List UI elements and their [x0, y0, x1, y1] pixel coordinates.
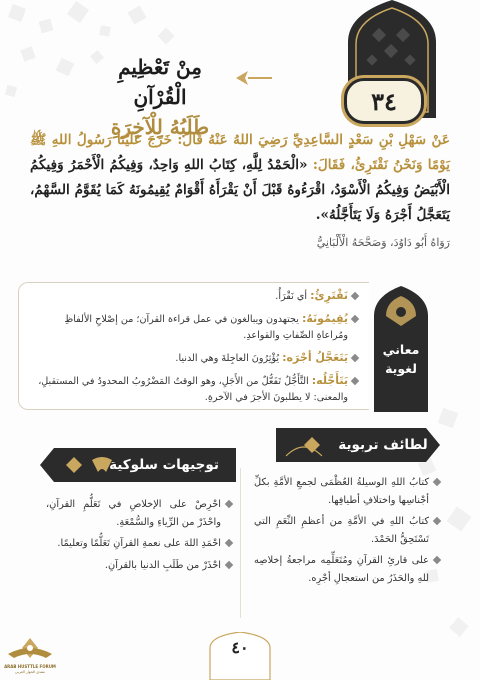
guidance-title: توجيهات سلوكية: [109, 457, 219, 473]
vocab-term: يَتَأَجَّلُه:: [311, 374, 348, 387]
subtleties-list: [254, 474, 440, 591]
diamond-bullet-icon: [433, 556, 441, 564]
vocab-list: [30, 288, 358, 412]
guidance-item-text: احْرِصْ على الإخلاصِ في تَعَلُّمِ القرآنِ، واحْذَرْ من الرِّياءِ والسُّمْعَةِ.: [46, 499, 221, 528]
subtleties-item-text: على قارئِ القرآنِ ومُتَعَلِّمِه مراجعةُ إخلاصِه للهِ والحَذَرُ من استعجالِ أجْرِه.: [254, 555, 429, 584]
hadith-quote: «الْحَمْدُ لِلَّهِ، كِتَابُ اللهِ وَاحِدٌ، وَفِيكُمُ الْأَحْمَرُ وَفِيكُمُ الْأَبْيَضُ وَفِيكُمُ الْأَسْوَدُ، اقْرَءُوهُ قَبْلَ أَنْ يَقْرَأَهُ أَقْوَامٌ يُقِيمُونَهُ كَمَا يُقَوَّمُ السَّهْمُ، يَتَعَجَّلُ أَجْرَهُ وَلَا يَتَأَجَّلُهُ».: [30, 157, 450, 223]
vocab-label-line-1: معاني: [382, 342, 420, 357]
subtleties-item-text: كتابُ اللهِ في الأمَّةِ من أعظمِ النِّعَمِ التي تَسْتَحِقُّ الحَمْدَ.: [254, 516, 429, 545]
subtleties-item-text: كتابُ اللهِ الوسيلةُ العُظْمَى لجمعِ الأمَّةِ بكلِّ أجْناسِها واختلافِ أطيافِها.: [254, 477, 429, 506]
forum-logo-subtitle: منتدى الحوار العربي: [15, 670, 45, 674]
hadith-intro: عَنْ سَهْلِ بْنِ سَعْدٍ السَّاعِدِيِّ رَضِيَ اللهُ عَنْهُ قَالَ: خَرَجَ عَلَيْنَا رَسُولُ اللهِ ﷺ يَوْمًا وَنَحْنُ نَقْتَرِئُ، فَقَالَ:: [30, 132, 450, 173]
page-number: ٤٠: [231, 638, 249, 657]
lesson-number-badge: ٣٤: [344, 78, 424, 124]
diamond-bullet-icon: [351, 354, 359, 362]
vocab-item: [30, 373, 358, 406]
vocab-definition: أي نَقْرَأُ.: [275, 291, 308, 302]
guidance-item: [46, 557, 232, 575]
vocab-term: نَقْتَرِئُ:: [310, 289, 348, 302]
subtleties-title: لطائف تربوية: [338, 437, 428, 453]
guidance-item: [46, 496, 232, 531]
diamond-bullet-icon: [433, 478, 441, 486]
title-line-1: مِنْ تَعْظِيمِ الْقُرْآنِ: [118, 55, 202, 109]
subtleties-item: [254, 513, 440, 548]
diamond-bullet-icon: [351, 377, 359, 385]
guidance-item-text: احْذَرْ من طَلَبِ الدنيا بالقرآنِ.: [104, 559, 221, 571]
title-line-2: طَلَبُهُ لِلْآخِرَةِ: [110, 115, 210, 139]
diamond-bullet-icon: [225, 500, 233, 508]
vocab-definition: يُؤْثِرُونَ العاجِلةَ وهي الدنيا.: [175, 353, 280, 364]
vocab-label-line-2: لغوية: [385, 361, 417, 376]
vocab-term: يُقِيمُونَهُ:: [301, 312, 348, 325]
vocab-definition: التَّأَجُّلُ تَفَعُّلٌ من الأَجَلِ، وهو الوقتُ المَضْرُوبُ المحدودُ في المستقبلِ، والمعنى: لا يطلبونَ الأجرَ في الآخرةِ.: [38, 376, 348, 403]
diamond-bullet-icon: [225, 539, 233, 547]
column-divider: [240, 468, 241, 618]
vocab-item: [30, 311, 358, 344]
diamond-bullet-icon: [433, 517, 441, 525]
diamond-bullet-icon: [351, 315, 359, 323]
vocab-term: يَتَعَجَّلُ أجْرَه:: [282, 351, 348, 364]
vocab-item: [30, 288, 358, 305]
diamond-bullet-icon: [351, 292, 359, 300]
hadith-text: [30, 128, 450, 228]
arrow-ornament-icon: [232, 68, 272, 88]
guidance-item-text: احْمَدِ اللهَ على نعمةِ القرآنِ تَعَلُّمًا وتعليمًا.: [57, 538, 221, 549]
subtleties-item: [254, 552, 440, 587]
guidance-item: [46, 535, 232, 553]
vocab-label: [372, 340, 430, 378]
diamond-bullet-icon: [225, 560, 233, 568]
subtleties-item: [254, 474, 440, 509]
forum-logo-name: ARAB HUSTTLE FORUM: [4, 664, 56, 669]
guidance-list: [46, 496, 232, 578]
vocab-item: [30, 350, 358, 367]
vocab-definition: يجتهدون ويبالغون في عمل قراءة القرآن؛ من إصْلاحِ الألفاظِ ومُراعاةِ الصِّفاتِ والقواعدِ.: [64, 314, 348, 341]
hadith-narration: رَوَاهُ أَبُو دَاوُدَ، وَصَحَّحَهُ الْأَلْبَانِيُّ: [316, 236, 450, 249]
